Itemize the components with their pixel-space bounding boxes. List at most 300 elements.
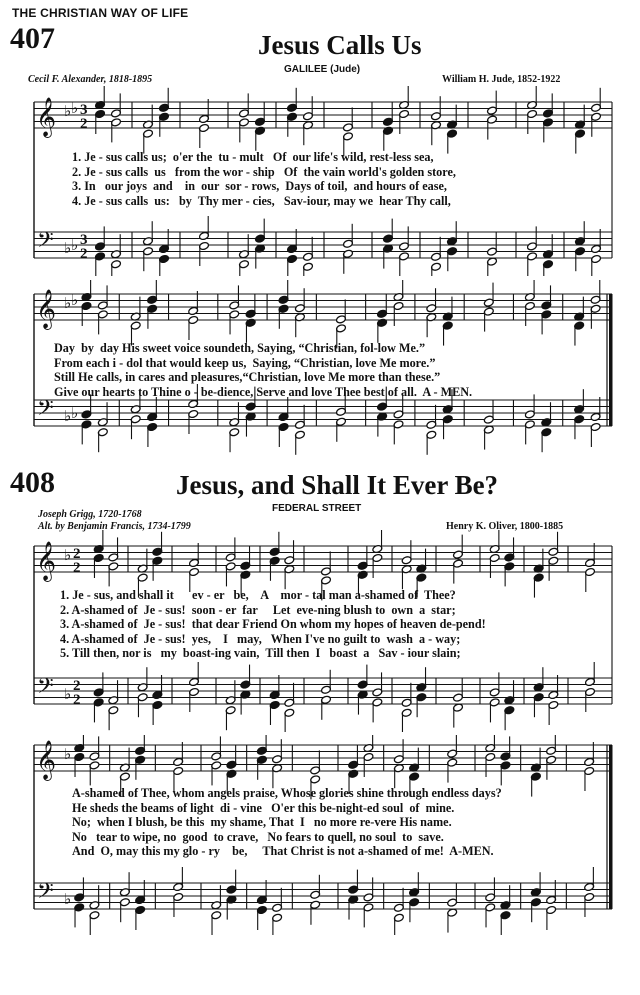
verse-line: From each i - dol that would keep us, Saying, “Christian, love Me more.” [54,355,436,370]
note [590,304,601,329]
note [97,310,108,335]
svg-text:3: 3 [80,102,88,118]
note [173,867,184,892]
svg-text:♭: ♭ [71,291,79,309]
note [226,870,237,895]
svg-text:♭: ♭ [64,239,72,257]
verse-line: 1. Je - sus, and shall it ev - er be, A mor - tal man a-shamed of Thee? [60,588,456,602]
note [546,905,557,930]
note [147,280,158,304]
note [500,885,511,910]
note [585,687,596,712]
svg-text:♭: ♭ [64,745,72,763]
note [211,736,222,761]
note [173,742,184,767]
note [229,428,240,453]
verse-line: And O, may this my glo - ry be, That Christ is not a-shamed of me! A-MEN. [72,844,494,859]
note [152,532,163,557]
note [287,229,298,254]
note [348,870,359,895]
note [89,885,100,910]
note [530,772,541,797]
note [159,112,170,137]
note [295,430,306,455]
note [584,742,595,767]
note [74,903,85,928]
note [504,537,515,562]
note [211,911,222,935]
note [310,750,321,775]
svg-text:♭: ♭ [64,546,72,564]
note [590,422,601,447]
note [189,687,200,712]
note [97,402,108,427]
svg-text:♭: ♭ [64,890,72,908]
note [584,867,595,892]
note [336,417,347,442]
verse-line: 4. A-shamed of Je - sus! yes, I may, When I've no guilt to wash a - way; [60,631,461,646]
words-credit-alt: Alt. by Benjamin Francis, 1734-1799 [38,521,191,532]
note [483,400,494,425]
note [255,126,266,151]
note [590,280,601,304]
note [97,285,108,310]
note [343,107,354,132]
note [245,318,256,343]
note [159,254,170,276]
music-credit: Henry K. Oliver, 1800-1885 [446,521,564,532]
note [269,675,280,700]
note [81,420,92,445]
note [240,546,251,571]
note [159,88,170,113]
note [130,415,141,440]
note [533,667,544,692]
music-credit: William H. Jude, 1852-1922 [442,74,561,85]
note [152,700,163,725]
note [95,86,106,110]
note [453,678,464,703]
verse-block-407-2 [54,341,472,399]
hymn-number: 407 [10,22,55,55]
note [111,260,122,276]
treble-clef-icon: 𝄞 [36,289,57,329]
note [543,234,554,259]
note [272,913,283,935]
note [310,875,321,900]
note [310,900,321,925]
note [447,758,458,783]
note [111,93,122,118]
svg-text:♭: ♭ [64,294,72,312]
note [255,244,266,269]
note [453,703,464,728]
note [548,556,559,581]
note [295,405,306,430]
note [211,761,222,786]
note [585,662,596,687]
svg-text:2: 2 [80,116,88,132]
verse-line: A-shamed of Thee, whom angels praise, Whose glories shine through endless days? [72,786,502,800]
note [487,91,498,116]
note [543,260,554,276]
note [447,908,458,933]
note [447,883,458,908]
note [256,880,267,905]
note [137,667,148,692]
note [363,735,374,753]
note [336,299,347,324]
note [584,766,595,791]
svg-text:2: 2 [73,692,81,708]
note [574,321,585,346]
note [135,880,146,905]
note [377,412,388,437]
note [269,700,280,725]
note [278,422,289,447]
note [278,397,289,422]
note [173,892,184,917]
note [584,892,595,917]
hymn-title: Jesus Calls Us [258,30,422,60]
note [284,565,295,590]
note [225,706,236,731]
note [89,736,100,761]
note [401,708,412,732]
tune-name: GALILEE (Jude) [284,64,361,75]
treble-clef-icon: 𝄞 [36,97,57,137]
note [377,294,388,319]
note [357,690,368,715]
note [229,310,240,335]
note [278,280,289,304]
svg-text:3: 3 [80,232,88,248]
note [393,913,404,935]
note [416,693,427,718]
note [199,99,210,124]
note [426,430,437,455]
svg-text:2: 2 [80,246,88,262]
note [393,888,404,913]
note [239,118,250,143]
note [383,219,394,244]
note [383,244,394,269]
note [119,872,130,897]
note [152,675,163,700]
note [591,112,602,137]
note [225,537,236,562]
note [527,252,538,276]
note [269,532,280,557]
hymn-number: 408 [10,466,55,499]
note [524,420,535,445]
note [483,425,494,450]
svg-text:2: 2 [73,560,81,576]
note [303,237,314,262]
note [504,680,515,705]
note [383,102,394,127]
note [303,121,314,146]
note [401,565,412,590]
note [543,93,554,118]
note [255,102,266,127]
words-credit: Joseph Grigg, 1720-1768 [38,509,142,520]
note [574,415,585,440]
note [108,680,119,705]
verse-line: Day by day His sweet voice soundeth, Saying, “Christian, fol-low Me.” [54,341,426,355]
treble-clef-icon: 𝄞 [36,740,57,780]
verse-line: 2. A-shamed of Je - sus! soon - er far Let eve-ning blush to own a star; [60,602,456,617]
note [527,86,538,110]
note [393,420,404,445]
note [287,112,298,137]
note [108,706,119,731]
section-heading: THE CHRISTIAN WAY OF LIFE [12,6,189,20]
note [245,412,256,437]
note [431,262,442,276]
svg-text:2: 2 [73,546,81,562]
verse-line: Still He calls, in cares and pleasures,“Christian, love Me more than these.” [54,370,441,385]
note [256,755,267,780]
note [543,118,554,143]
note [343,249,354,274]
note [272,764,283,789]
note [500,911,511,935]
note [591,254,602,276]
note [590,397,601,422]
verse-block-408-1 [60,588,486,661]
note [225,562,236,587]
note [255,219,266,244]
note [431,237,442,262]
note [548,532,559,557]
note [541,428,552,453]
hymn-title: Jesus, and Shall It Ever Be? [176,470,499,500]
bass-clef-icon: 𝄢 [37,228,54,258]
note [188,291,199,316]
treble-clef-icon: 𝄞 [36,541,57,581]
verse-line: Give our hearts to Thine o - be-dience, Serve and love Thee best of all. A - MEN. [54,384,473,399]
words-credit: Cecil F. Alexander, 1818-1895 [28,74,153,85]
note [453,535,464,560]
note [485,903,496,928]
note [574,389,585,414]
note [97,428,108,453]
note [108,537,119,562]
note [321,670,332,695]
note [442,415,453,440]
verse-line: No tear to wipe, no good to crave, No fears to quell, no soul to save. [72,829,444,844]
svg-text:♭: ♭ [64,102,72,120]
note [188,409,199,434]
bass-clef-icon: 𝄢 [37,674,54,704]
note [240,665,251,690]
note [159,229,170,254]
note [199,241,210,266]
note [541,285,552,310]
note [447,735,458,758]
note [409,898,420,923]
note [189,543,200,568]
verse-line: 5. Till then, nor is my boast-ing vain, Till then I boast a Sav - iour slain; [60,646,461,661]
note [199,123,210,148]
note [199,216,210,241]
note [585,567,596,592]
note [74,735,85,753]
note [591,88,602,113]
note [524,280,535,302]
svg-text:♭: ♭ [64,407,72,425]
note [303,262,314,276]
note [487,257,498,276]
bass-clef-icon: 𝄢 [37,879,54,909]
note [489,530,500,554]
note [284,708,295,732]
note [245,294,256,319]
note [533,573,544,598]
note [321,695,332,720]
note [585,543,596,568]
note [504,706,515,731]
note [363,903,374,928]
note [147,397,158,422]
svg-text:♭: ♭ [71,404,79,422]
note [93,698,104,723]
note [256,905,267,930]
note [383,126,394,151]
note [487,232,498,257]
note [431,121,442,146]
note [401,683,412,708]
note [143,221,154,246]
note [426,313,437,338]
note [541,402,552,427]
verse-line: 4. Je - sus calls us: by Thy mer - cies, Sav-iour, may we hear Thy call, [72,193,451,208]
note [399,86,410,110]
note [548,675,559,700]
note [240,690,251,715]
note [81,280,92,302]
note [504,562,515,587]
note [546,880,557,905]
note [483,307,494,332]
note [95,252,106,276]
note [377,318,388,343]
note [357,546,368,571]
note [147,422,158,447]
note [229,402,240,427]
note [93,530,104,554]
note [295,313,306,338]
note [393,764,404,789]
note [137,693,148,718]
note [239,260,250,276]
note [135,905,146,930]
note [284,683,295,708]
note [287,88,298,113]
svg-text:♭: ♭ [71,99,79,117]
svg-text:♭: ♭ [64,685,72,703]
svg-text:2: 2 [73,678,81,694]
note [591,229,602,254]
note [229,285,240,310]
note [287,254,298,276]
bass-clef-icon: 𝄢 [37,396,54,426]
note [348,895,359,920]
note [416,667,427,692]
note [541,310,552,335]
note [530,898,541,923]
note [393,280,404,302]
note [357,665,368,690]
note [188,315,199,340]
note [108,562,119,587]
note [239,234,250,259]
verse-block-407-1 [72,150,456,208]
note [343,224,354,249]
note [447,247,458,272]
note [447,221,458,246]
note [147,304,158,329]
note [272,888,283,913]
note [269,556,280,581]
note [348,745,359,770]
note [500,761,511,786]
note [372,530,383,554]
verse-line: He sheds the beams of light di - vine O'er this be-night-ed soul of mine. [72,800,455,815]
note [548,700,559,725]
verse-line: 2. Je - sus calls us from the wor - ship Of the vain world's golden store, [72,164,456,179]
note [372,698,383,723]
note [226,745,237,770]
note [409,872,420,897]
verse-line: 3. In our joys and in our sor - rows, Days of toil, and hours of ease, [72,179,447,194]
note [189,662,200,687]
note [89,761,100,786]
note [89,911,100,935]
note [111,118,122,143]
verse-line: No; when I blush, be this my shame, That I no more re-vere His name. [72,815,452,830]
svg-text:♭: ♭ [71,236,79,254]
note [225,680,236,705]
note [321,551,332,576]
note [483,283,494,308]
verse-block-408-2 [72,786,502,859]
note [575,247,586,272]
note [239,93,250,118]
verse-line: 1. Je - sus calls us; o'er the tu - mult Of our life's wild, rest-less sea, [72,150,434,164]
note [489,698,500,723]
note [211,885,222,910]
note [278,304,289,329]
note [546,755,557,780]
note [426,405,437,430]
note [575,129,586,154]
tune-name: FEDERAL STREET [272,503,362,514]
note [399,252,410,276]
note [575,221,586,246]
note [152,556,163,581]
note [533,693,544,718]
note [487,115,498,140]
verse-line: 3. A-shamed of Je - sus! that dear Friend On whom my hopes of heaven de-pend! [60,617,486,632]
note [135,755,146,780]
note [453,559,464,584]
note [119,898,130,923]
note [500,736,511,761]
note [143,247,154,272]
note [485,735,496,753]
